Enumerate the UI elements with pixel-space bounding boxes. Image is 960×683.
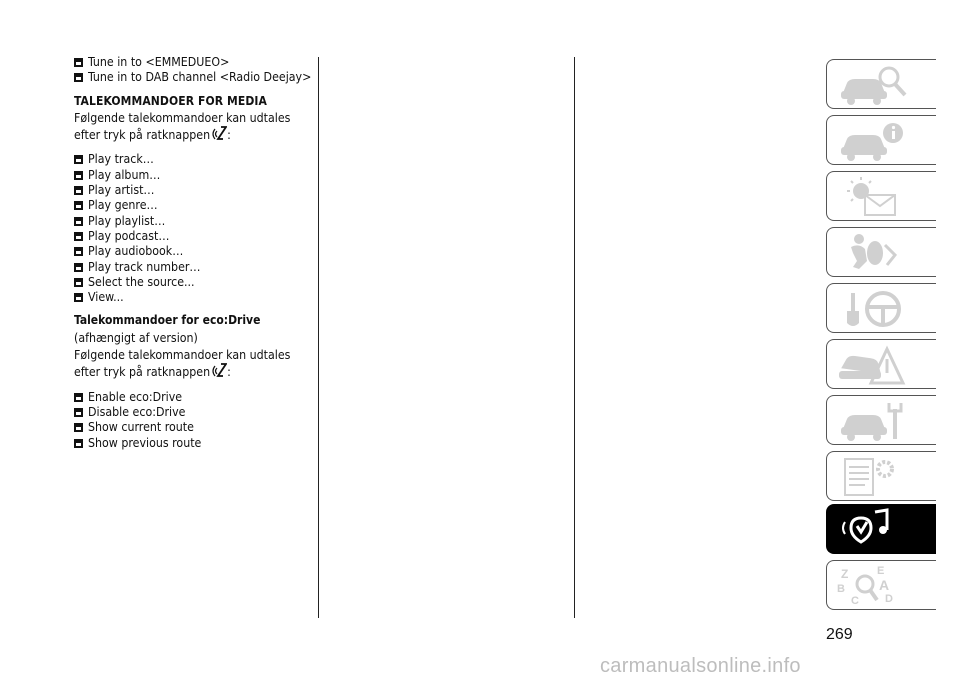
chapter-tab-maintenance[interactable] [826, 395, 936, 445]
car-wrench-icon [837, 399, 917, 443]
svg-text:D: D [885, 593, 893, 605]
warning-light-mail-icon [837, 175, 917, 219]
list-item: Play genre… [74, 198, 312, 213]
intro-text: Følgende talekommandoer kan udtales efter tryk på ratknappen : [74, 111, 312, 147]
bullet-square [74, 58, 83, 67]
voice-button-icon [212, 126, 227, 146]
list-item: Play track… [74, 152, 312, 167]
watermark: carmanualsonline.info [600, 655, 801, 677]
eco-note: (afhængigt af version) [74, 330, 198, 345]
list-item: Tune in to <EMMEDUEO> [74, 55, 312, 70]
bullet-square [74, 201, 83, 210]
chapter-tab-key-steering[interactable] [826, 283, 936, 333]
list-item: Play audiobook… [74, 244, 312, 259]
checklist-gear-icon [837, 455, 917, 499]
heading-eco: Talekommandoer for eco:Drive [74, 313, 261, 328]
chapter-tab-technical-data[interactable] [826, 451, 936, 501]
bullet-square [74, 186, 83, 195]
svg-text:A: A [879, 577, 890, 593]
bullet-square [74, 408, 83, 417]
intro-text-eco: Følgende talekommandoer kan udtales efter tryk på ratknappen : [74, 348, 312, 384]
list-item: Play playlist… [74, 214, 312, 229]
airbag-person-icon [837, 231, 917, 275]
chapter-tab-airbag[interactable] [826, 227, 936, 277]
column-divider [318, 57, 319, 618]
chapter-tab-multimedia[interactable] [826, 504, 936, 554]
list-item: Select the source... [74, 275, 312, 290]
list-item: Play album… [74, 168, 312, 183]
list-item: Disable eco:Drive [74, 405, 312, 420]
bullet-square [74, 171, 83, 180]
bullet-square [74, 247, 83, 256]
list-item: Play track number… [74, 260, 312, 275]
list-item: Play podcast… [74, 229, 312, 244]
text-column [74, 55, 312, 451]
bullet-square [74, 232, 83, 241]
bullet-square [74, 217, 83, 226]
list-item: Tune in to DAB channel <Radio Deejay> [74, 70, 312, 85]
chapter-tab-warning-light[interactable] [826, 171, 936, 221]
chapter-tab-car-info[interactable] [826, 115, 936, 165]
list-item: View... [74, 290, 312, 305]
car-info-icon [837, 119, 917, 163]
chapter-tab-car-search[interactable] [826, 59, 936, 109]
key-steering-wheel-icon [837, 287, 917, 331]
svg-text:B: B [837, 583, 845, 595]
bullet-square [74, 73, 83, 82]
car-search-icon [837, 63, 917, 107]
voice-music-icon [837, 508, 917, 552]
svg-text:E: E [877, 565, 885, 577]
bullet-square [74, 293, 83, 302]
bullet-square [74, 263, 83, 272]
column-divider [574, 57, 575, 618]
bullet-square [74, 393, 83, 402]
svg-text:C: C [851, 595, 859, 607]
svg-text:Z: Z [841, 567, 849, 581]
bullet-square [74, 278, 83, 287]
eco-command-list [74, 390, 312, 451]
car-accident-warning-icon [837, 343, 917, 387]
list-item: Show previous route [74, 436, 312, 451]
list-item: Enable eco:Drive [74, 390, 312, 405]
bullet-square [74, 423, 83, 432]
alphabet-search-icon [837, 564, 917, 608]
heading-media: TALEKOMMANDOER FOR MEDIA [74, 93, 267, 108]
list-item: Play artist… [74, 183, 312, 198]
chapter-tab-emergency[interactable] [826, 339, 936, 389]
chapter-tab-index[interactable] [826, 560, 936, 610]
bullet-square [74, 155, 83, 164]
page-number: 269 [826, 626, 853, 643]
media-command-list [74, 152, 312, 305]
voice-button-icon [212, 363, 227, 383]
bullet-square [74, 439, 83, 448]
list-item: Show current route [74, 420, 312, 435]
